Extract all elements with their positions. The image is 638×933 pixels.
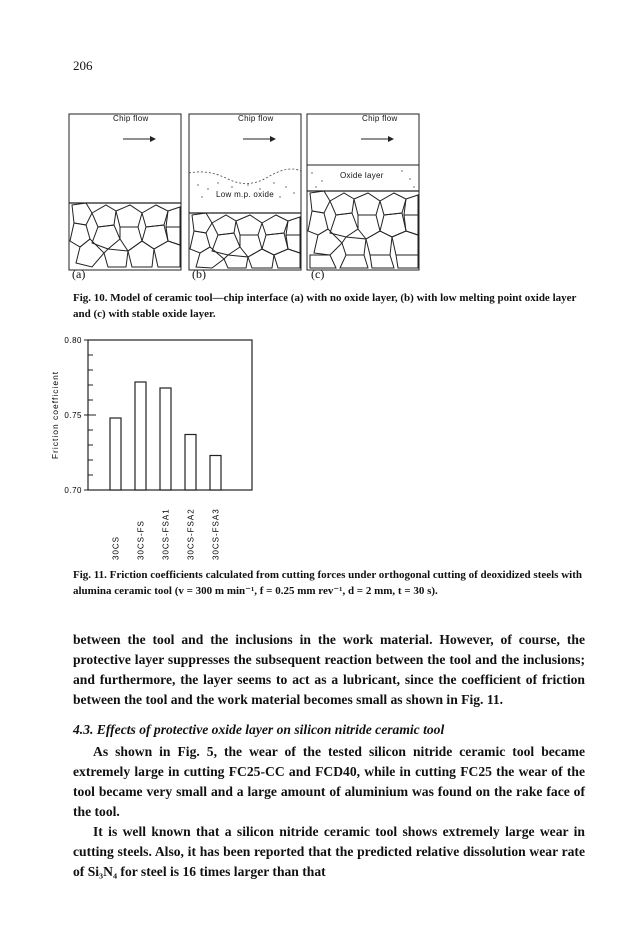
x-tick-label: 30CS-FSA2 bbox=[186, 508, 196, 560]
panel-label-a: (a) bbox=[72, 267, 86, 281]
bar-30cs-fsa1 bbox=[160, 388, 171, 490]
figure-10-panel-b bbox=[188, 113, 302, 271]
chip-flow-label: Chip flow bbox=[238, 114, 274, 123]
y-axis-label: Friction coefficient bbox=[50, 370, 60, 460]
panel-label-b: (b) bbox=[192, 267, 206, 281]
x-tick-label: 30CS-FS bbox=[136, 520, 146, 560]
bar-30cs-fs bbox=[135, 382, 146, 490]
figure-11-caption bbox=[73, 567, 585, 599]
x-tick-label: 30CS-FSA3 bbox=[211, 508, 221, 560]
body-paragraph-1 bbox=[73, 630, 585, 710]
figure-10-caption-text: Model of ceramic tool—chip interface (a) with no oxide layer, (b) with low melting point oxide layer and (c) with stable oxide layer. bbox=[73, 292, 577, 320]
panel-a-drawing bbox=[68, 113, 182, 271]
panel-label-c: (c) bbox=[311, 267, 325, 281]
y-tick-label: 0.80 bbox=[64, 336, 82, 345]
panel-c-drawing bbox=[306, 113, 420, 271]
figure-10-caption bbox=[73, 290, 585, 322]
section-heading: 4.3. Effects of protective oxide layer on silicon nitride ceramic tool bbox=[73, 722, 445, 737]
oxide-layer-label: Oxide layer bbox=[340, 171, 384, 180]
bar-30cs-fsa2 bbox=[185, 435, 196, 491]
page-number: 206 bbox=[73, 58, 93, 73]
paragraph-3-text: It is well known that a silicon nitride ceramic tool shows extremely large wear in cutting steels. Also, it has been reported that the predicted relative dissolution wear rate of Si₃N₄ for steel is 16 times larger than that bbox=[73, 824, 585, 879]
body-paragraph-3 bbox=[73, 822, 585, 882]
y-tick-label: 0.75 bbox=[64, 411, 82, 420]
figure-11-caption-text: Friction coefficients calculated from cutting forces under orthogonal cutting of deoxidized steels with alumina ceramic tool (v = 300 m min⁻¹, f = 0.25 mm rev⁻¹, d = 2 mm, t = 30 s). bbox=[73, 569, 582, 597]
figure-11-chart bbox=[40, 330, 280, 565]
paragraph-1-text: between the tool and the inclusions in the work material. However, of course, the protective layer suppresses the subsequent reaction between the tool and the inclusions; and furthermore, the layer seems to act as a lubricant, since the coefficient of friction between the tool and the work material becomes small as shown in Fig. 11. bbox=[73, 632, 585, 707]
friction-bar-chart bbox=[40, 330, 280, 560]
x-tick-label: 30CS-FSA1 bbox=[161, 508, 171, 560]
bar-30cs-fsa3 bbox=[210, 456, 221, 491]
figure-10-caption-label: Fig. 10. bbox=[73, 292, 108, 304]
figure-11-caption-label: Fig. 11. bbox=[73, 569, 107, 581]
chip-flow-label: Chip flow bbox=[113, 114, 149, 123]
x-tick-label: 30CS bbox=[111, 535, 121, 560]
paragraph-2-text: As shown in Fig. 5, the wear of the tested silicon nitride ceramic tool became extremely large in cutting FC25-CC and FCD40, while in cutting FC25 the wear of the tool became very small and a large amount of aluminium was found on the rake face of the tool. bbox=[73, 744, 585, 819]
chip-flow-label: Chip flow bbox=[362, 114, 398, 123]
low-mp-oxide-label: Low m.p. oxide bbox=[216, 190, 275, 199]
figure-10-panel-c bbox=[306, 113, 420, 271]
body-paragraph-2 bbox=[73, 742, 585, 822]
bar-30cs bbox=[110, 418, 121, 490]
y-tick-label: 0.70 bbox=[64, 486, 82, 495]
figure-10-panel-a bbox=[68, 113, 182, 271]
